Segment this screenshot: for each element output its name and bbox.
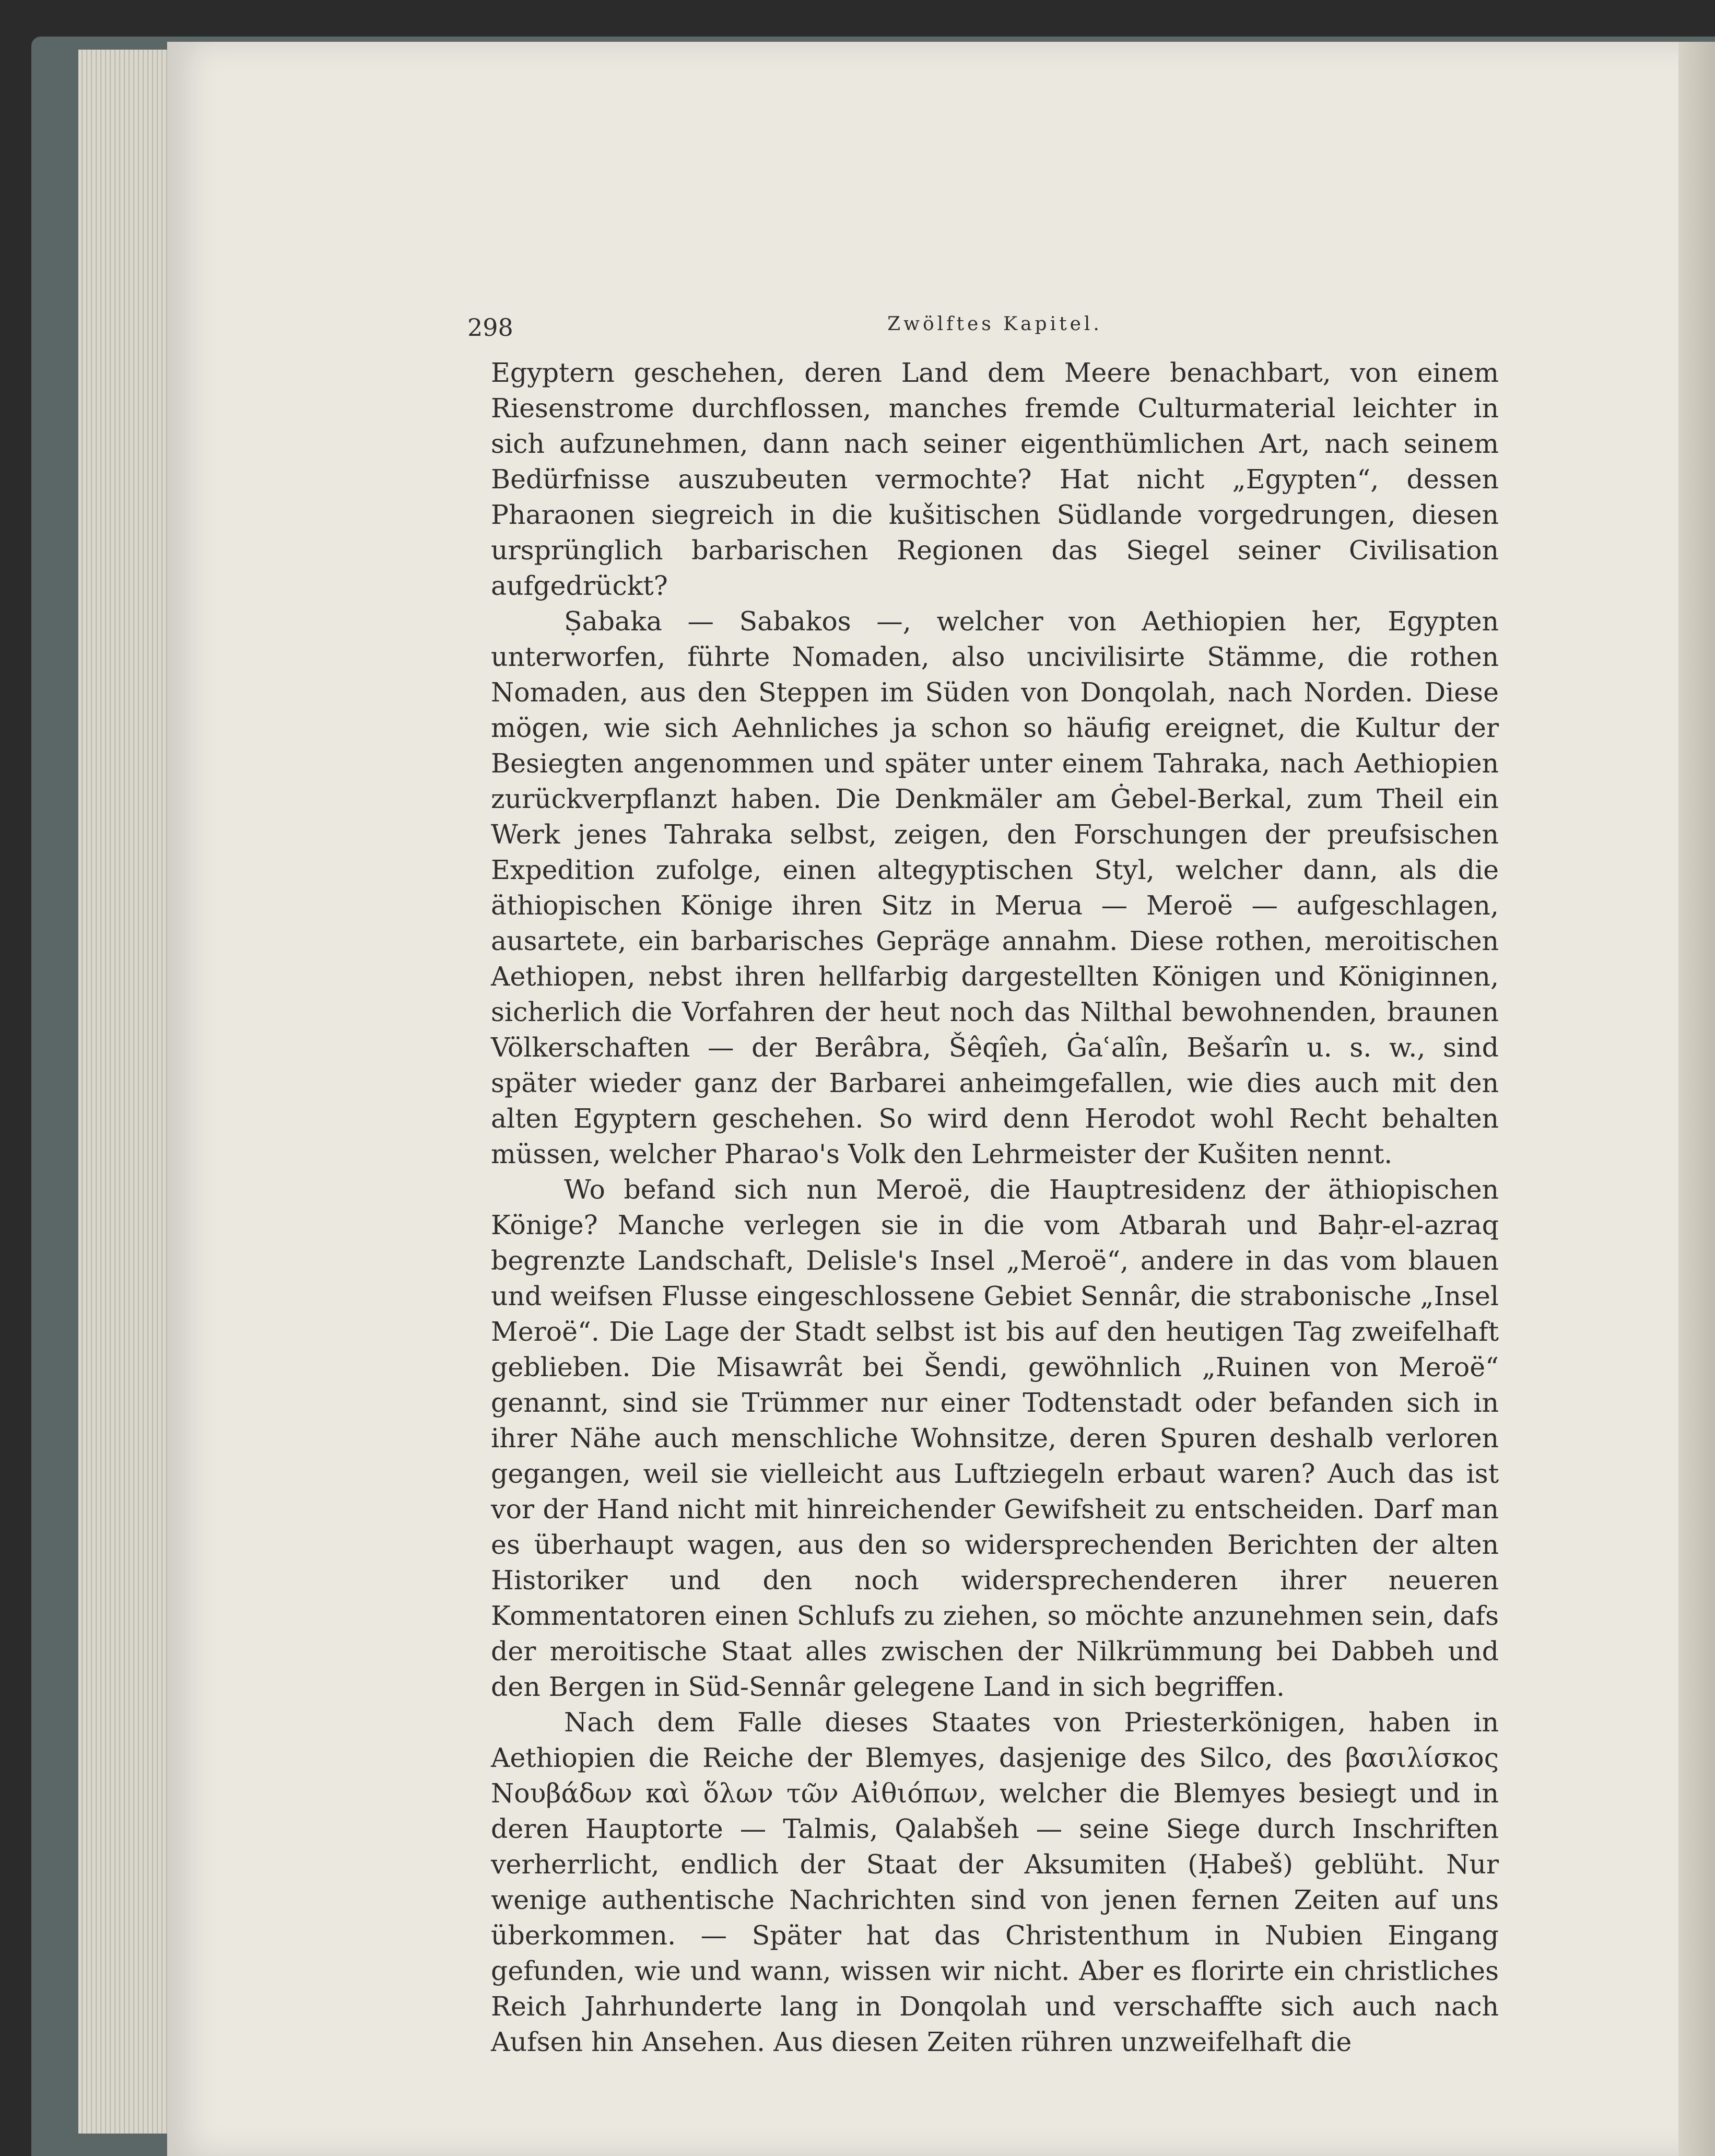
text-block	[467, 313, 1499, 2060]
paragraph-3: Wo befand sich nun Meroë, die Hauptresidenz der äthiopischen Könige? Manche verlegen sie in die vom Atbarah und Baḥr-el-azraq begrenzte Landschaft, Delisle's Insel „Meroë“, andere in das vom blauen und weifsen Flusse eingeschlossene Gebiet Sennâr, die strabonische „Insel Meroë“. Die Lage der Stadt selbst ist bis auf den heutigen Tag zweifelhaft geblieben. Die Misawrât bei Šendi, gewöhnlich „Ruinen von Meroë“ genannt, sind sie Trümmer nur einer Todtenstadt oder befanden sich in ihrer Nähe auch menschliche Wohnsitze, deren Spuren deshalb verloren gegangen, weil sie vielleicht aus Luftziegeln erbaut waren? Auch das ist vor der Hand nicht mit hinreichender Gewifsheit zu entscheiden. Darf man es überhaupt wagen, aus den so widersprechenden Berichten der alten Historiker und den noch widersprechenderen ihrer neueren Kommentatoren einen Schlufs zu ziehen, so möchte anzunehmen sein, dafs der meroitische Staat alles zwischen der Nilkrümmung bei Dabbeh und den Bergen in Süd-Sennâr gelegene Land in sich begriffen.	[491, 1174, 1499, 1702]
page-number: 298	[467, 313, 513, 342]
running-head	[467, 313, 1499, 355]
page-right-edge	[1678, 42, 1715, 2156]
paragraph-4: Nach dem Falle dieses Staates von Priesterkönigen, haben in Aethiopien die Reiche der Blemyes, dasjenige des Silco, des βασιλίσκος Νουβάδων καὶ ὅλων τῶν Αἰθιόπων, welcher die Blemyes besiegt und in deren Hauptorte — Talmis, Qalabšeh — seine Siege durch Inschriften verherrlicht, endlich der Staat der Aksumiten (Ḥabeš) geblüht. Nur wenige authentische Nachrichten sind von jenen fernen Zeiten auf uns überkommen. — Später hat das Christenthum in Nubien Eingang gefunden, wie und wann, wissen wir nicht. Aber es florirte ein christliches Reich Jahrhunderte lang in Donqolah und verschaffte sich auch nach Aufsen hin Ansehen. Aus diesen Zeiten rühren unzweifelhaft die	[491, 1707, 1499, 2057]
paragraph-1: Egyptern geschehen, deren Land dem Meere benachbart, von einem Riesenstrome durchflossen, manches fremde Culturmaterial leichter in sich aufzunehmen, dann nach seiner eigenthümlichen Art, nach seinem Bedürfnisse auszubeuten vermochte? Hat nicht „Egypten“, dessen Pharaonen siegreich in die kušitischen Südlande vorgedrungen, diesen ursprünglich barbarischen Regionen das Siegel seiner Civilisation aufgedrückt?	[491, 357, 1499, 601]
paragraph-2: Ṣabaka — Sabakos —, welcher von Aethiopien her, Egypten unterworfen, führte Nomaden, also uncivilisirte Stämme, die rothen Nomaden, aus den Steppen im Süden von Donqolah, nach Norden. Diese mögen, wie sich Aehnliches ja schon so häufig ereignet, die Kultur der Besiegten angenommen und später unter einem Tahraka, nach Aethiopien zurückverpflanzt haben. Die Denkmäler am Ġebel-Berkal, zum Theil ein Werk jenes Tahraka selbst, zeigen, den Forschungen der preufsischen Expedition zufolge, einen altegyptischen Styl, welcher dann, als die äthiopischen Könige ihren Sitz in Merua — Meroë — aufgeschlagen, ausartete, ein barbarisches Gepräge annahm. Diese rothen, meroitischen Aethiopen, nebst ihren hellfarbig dargestellten Königen und Königinnen, sicherlich die Vorfahren der heut noch das Nilthal bewohnenden, braunen Völkerschaften — der Berâbra, Šêqîeh, Ġaʿalîn, Bešarîn u. s. w., sind später wieder ganz der Barbarei anheimgefallen, wie dies auch mit den alten Egyptern geschehen. So wird denn Herodot wohl Recht behalten müssen, welcher Pharao's Volk den Lehrmeister der Kušiten nennt.	[491, 606, 1499, 1169]
chapter-title: Zwölftes Kapitel.	[887, 313, 1102, 335]
